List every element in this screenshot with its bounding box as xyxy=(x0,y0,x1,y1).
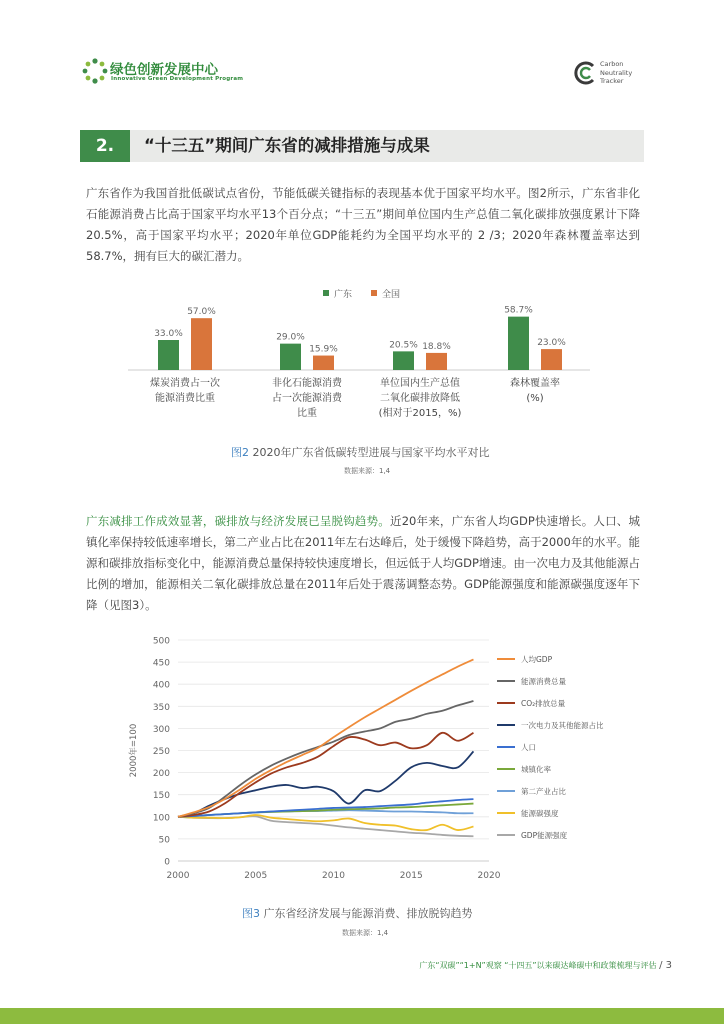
footer xyxy=(419,960,672,971)
legend-label: 第二产业占比 xyxy=(521,787,566,796)
org-name-en: Innovative Green Development Program xyxy=(111,76,244,82)
y-tick-label: 450 xyxy=(152,658,170,669)
footer-bar xyxy=(0,1008,724,1024)
line-chart xyxy=(120,630,640,885)
y-tick-label: 200 xyxy=(152,769,170,780)
bar-value-label: 57.0% xyxy=(187,307,216,318)
legend-label: CO₂排放总量 xyxy=(521,699,566,708)
page-number: / 3 xyxy=(659,960,672,971)
legend-label: 能源消费总量 xyxy=(521,677,566,686)
bar-value-label: 18.8% xyxy=(422,341,451,352)
figure3-source: 数据来源：1,4 xyxy=(342,929,389,937)
legend-label: GDP能源强度 xyxy=(521,831,568,840)
x-tick-label: 2010 xyxy=(322,871,345,881)
bar-chart xyxy=(80,282,644,432)
legend-label: 城镇化率 xyxy=(521,765,551,774)
figure3-number: 图3 xyxy=(242,907,260,920)
x-tick-label: 2000 xyxy=(166,871,190,881)
bar xyxy=(541,349,562,370)
x-tick-label: 2020 xyxy=(477,871,501,881)
bar xyxy=(426,353,447,370)
bar-value-label: 29.0% xyxy=(276,332,305,343)
series-line xyxy=(178,815,473,830)
y-tick-label: 500 xyxy=(152,636,170,647)
y-tick-label: 300 xyxy=(152,724,170,735)
figure2-title: 2020年广东省低碳转型进展与国家平均水平对比 xyxy=(252,446,490,459)
x-tick-label: 2005 xyxy=(244,871,268,881)
bar-value-label: 20.5% xyxy=(389,340,418,351)
category-label: 单位国内生产总值二氧化碳排放降低(相对于2015，%) xyxy=(378,378,462,419)
series-line xyxy=(178,799,473,817)
bar xyxy=(158,340,179,370)
legend-label: 全国 xyxy=(382,290,401,300)
paragraph-highlight: 广东减排工作成效显著，碳排放与经济发展已呈脱钩趋势。 xyxy=(86,514,390,528)
series-line xyxy=(178,733,473,817)
section-title: “十三五”期间广东省的减排措施与成果 xyxy=(144,136,430,155)
x-tick-label: 2015 xyxy=(399,871,423,881)
y-tick-label: 100 xyxy=(152,813,170,824)
bar xyxy=(508,317,529,370)
legend-label: 一次电力及其他能源占比 xyxy=(521,721,604,730)
org-name-cn: 绿色创新发展中心 xyxy=(110,62,218,78)
legend-label: 人口 xyxy=(521,743,536,752)
carbon-tracker-label: Carbon Neutrality Tracker xyxy=(600,60,633,85)
paragraph-body: 近20年来，广东省人均GDP快速增长。人口、城镇化率保持较低速率增长，第二产业占比在2011年左右达峰后，处于缓慢下降趋势，高于2000年的水平。能源和碳排放指标变化中，能源消费总量保持较快速度增长，但远低于人均GDP增速。由一次电力及其他能源占比例的增加，能源相关二氧化碳排放总量在2011年后处于震荡调整态势。GDP能源强度和能源碳强度逐年下降（见图3）。 xyxy=(86,514,640,612)
category-label: 森林覆盖率(%) xyxy=(510,378,560,404)
figure2-caption xyxy=(231,444,490,460)
figure3-caption xyxy=(242,905,473,921)
legend-label: 广东 xyxy=(334,290,353,300)
category-label: 煤炭消费占一次能源消费比重 xyxy=(150,378,220,404)
legend-swatch xyxy=(371,290,377,296)
paragraph-intro: 广东省作为我国首批低碳试点省份，节能低碳关键指标的表现基本优于国家平均水平。图2所示，广东省非化石能源消费占比高于国家平均水平13个百分点；“十三五”期间单位国内生产总值二氧化碳排放强度累计下降20.5%，高于国家平均水平；2020年单位GDP能耗约为全国平均水平的 2 /3；2020年森林覆盖率达到58.7%，拥有巨大的碳汇潜力。 xyxy=(86,186,640,263)
legend-label: 能源碳强度 xyxy=(521,809,559,818)
series-line xyxy=(178,659,473,816)
figure3-title: 广东省经济发展与能源消费、排放脱钩趋势 xyxy=(263,907,473,920)
carbon-tracker-logo-icon xyxy=(572,60,598,86)
y-tick-label: 50 xyxy=(158,835,170,846)
series-line xyxy=(178,751,473,816)
bar-value-label: 15.9% xyxy=(309,344,338,355)
bar-value-label: 33.0% xyxy=(154,329,183,339)
legend-label: 人均GDP xyxy=(521,655,553,664)
bar xyxy=(393,351,414,370)
bar-value-label: 23.0% xyxy=(537,338,566,349)
footer-title: 广东“双碳”“1+N”观察 “十四五”以来碳达峰碳中和政策梳理与评估 xyxy=(419,961,657,970)
bar-value-label: 58.7% xyxy=(504,305,533,316)
figure2-number: 图2 xyxy=(231,446,249,459)
bar xyxy=(313,356,334,370)
bar xyxy=(280,344,301,370)
bar xyxy=(191,318,212,370)
green-center-logo-icon xyxy=(82,58,108,84)
y-tick-label: 150 xyxy=(152,791,170,802)
y-tick-label: 250 xyxy=(152,747,170,757)
category-label: 非化石能源消费占一次能源消费比重 xyxy=(272,378,342,419)
y-axis-label: 2000年=100 xyxy=(129,723,139,778)
series-line xyxy=(178,816,473,836)
y-tick-label: 350 xyxy=(152,702,170,713)
section-number: 2. xyxy=(80,130,130,162)
figure2-source: 数据来源：1,4 xyxy=(344,467,391,475)
y-tick-label: 0 xyxy=(164,857,170,868)
y-tick-label: 400 xyxy=(152,680,170,691)
paragraph-decoupling xyxy=(86,511,640,616)
legend-swatch xyxy=(323,290,329,296)
